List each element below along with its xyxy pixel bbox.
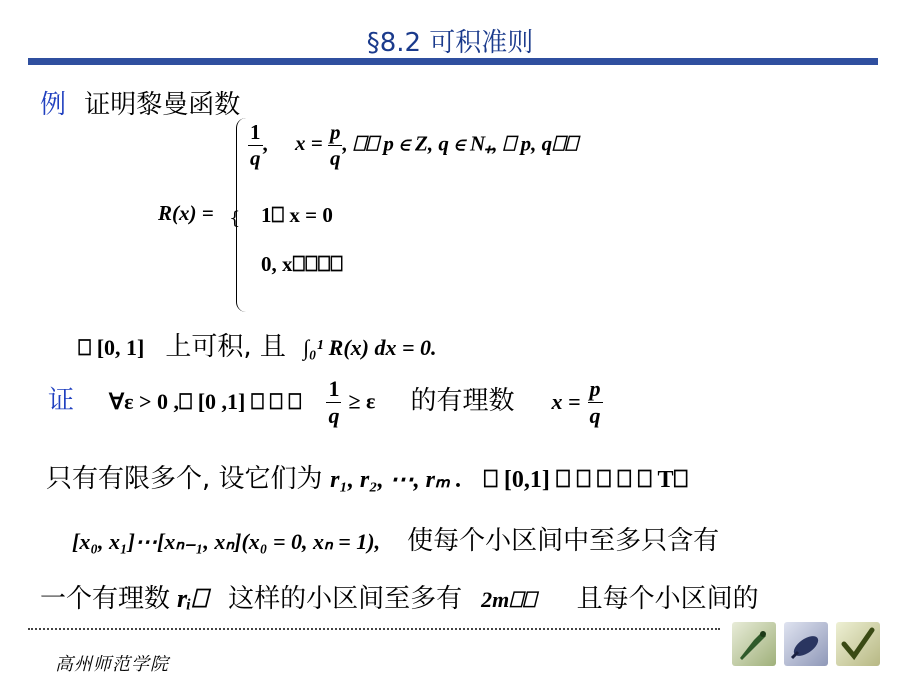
proof-line-1	[48, 378, 603, 427]
example-label: 例	[40, 90, 67, 120]
proof-line1-den: q	[328, 403, 340, 428]
proof-line1-p: p	[589, 376, 601, 401]
pen-nib-icon	[732, 622, 776, 666]
case1-fraction	[248, 122, 263, 169]
case1-q: q	[329, 146, 341, 170]
function-name: R(x) =	[158, 201, 214, 225]
case1-cond-post: , ⎕⎕ p ∈ Z, q ∈ N₊, ⎕ p, q⎕⎕	[342, 131, 578, 156]
brace-tip: {	[229, 208, 241, 229]
case-1	[248, 122, 577, 169]
title-underline-bar	[28, 58, 878, 65]
case-3: 0, x⎕⎕⎕⎕	[261, 252, 343, 276]
proof-line3-math: [x₀, x₁]⋯[xₙ₋₁, xₙ](x₀ = 0, xₙ = 1),	[72, 529, 381, 554]
proof-line2-math: r₁, r₂, ⋯, rₘ .	[330, 467, 462, 493]
proof-line4-ri: rᵢ⎕	[177, 584, 208, 613]
case1-denominator: q	[250, 146, 261, 170]
case1-pq-fraction	[328, 122, 343, 169]
checkmark-icon	[836, 622, 880, 666]
fountain-pen-icon-svg	[784, 622, 828, 666]
proof-line4-text3: 且每个小区间的	[576, 584, 759, 614]
case1-sep: ,	[262, 131, 268, 156]
proof-line4-text2: 这样的小区间至多有	[228, 584, 463, 614]
pen-nib-icon-svg	[732, 622, 776, 666]
proof-line1-q: q	[589, 403, 601, 428]
checkmark-icon-svg	[836, 622, 880, 666]
proof-line1-pq	[588, 378, 603, 427]
proof-line1-pre: ∀ε > 0 ,⎕ [0 ,1] ⎕ ⎕ ⎕	[109, 388, 302, 414]
page-title: §8.2 可积准则	[366, 28, 534, 58]
claim-text: 上可积, 且	[165, 332, 286, 362]
proof-line4-math: 2m⎕⎕	[481, 587, 536, 612]
example-line	[40, 84, 240, 121]
proof-line3-text: 使每个小区间中至多只含有	[407, 526, 720, 556]
proof-line1-num: 1	[328, 376, 340, 401]
proof-line1-text: 的有理数	[410, 385, 515, 416]
proof-line-2	[46, 458, 688, 495]
claim-interval: ⎕ [0, 1]	[78, 335, 145, 360]
proof-line1-fraction	[326, 378, 341, 427]
proof-line2-text: 只有有限多个, 设它们为	[46, 464, 323, 494]
case1-numerator: 1	[250, 120, 261, 144]
fountain-pen-icon	[784, 622, 828, 666]
case1-p: p	[329, 120, 341, 144]
footer-divider	[28, 628, 720, 630]
example-statement: 证明黎曼函数	[84, 90, 241, 120]
case-2: 1⎕ x = 0	[261, 203, 333, 227]
proof-label: 证	[48, 385, 75, 416]
claim-line	[78, 326, 437, 363]
proof-line4-text: 一个有理数	[40, 584, 171, 614]
claim-integral: ∫₀¹ R(x) dx = 0.	[302, 335, 437, 360]
proof-line1-ge: ≥ ε	[348, 388, 376, 414]
footer-institution: 高州师范学院	[55, 654, 169, 675]
case1-cond-pre: x =	[295, 131, 323, 156]
proof-line-4	[40, 578, 759, 615]
proof-line1-x: x =	[551, 388, 581, 414]
proof-line-3	[72, 520, 719, 557]
proof-line2-tail: ⎕ [0,1] ⎕ ⎕ ⎕ ⎕ ⎕ T⎕	[483, 467, 688, 493]
